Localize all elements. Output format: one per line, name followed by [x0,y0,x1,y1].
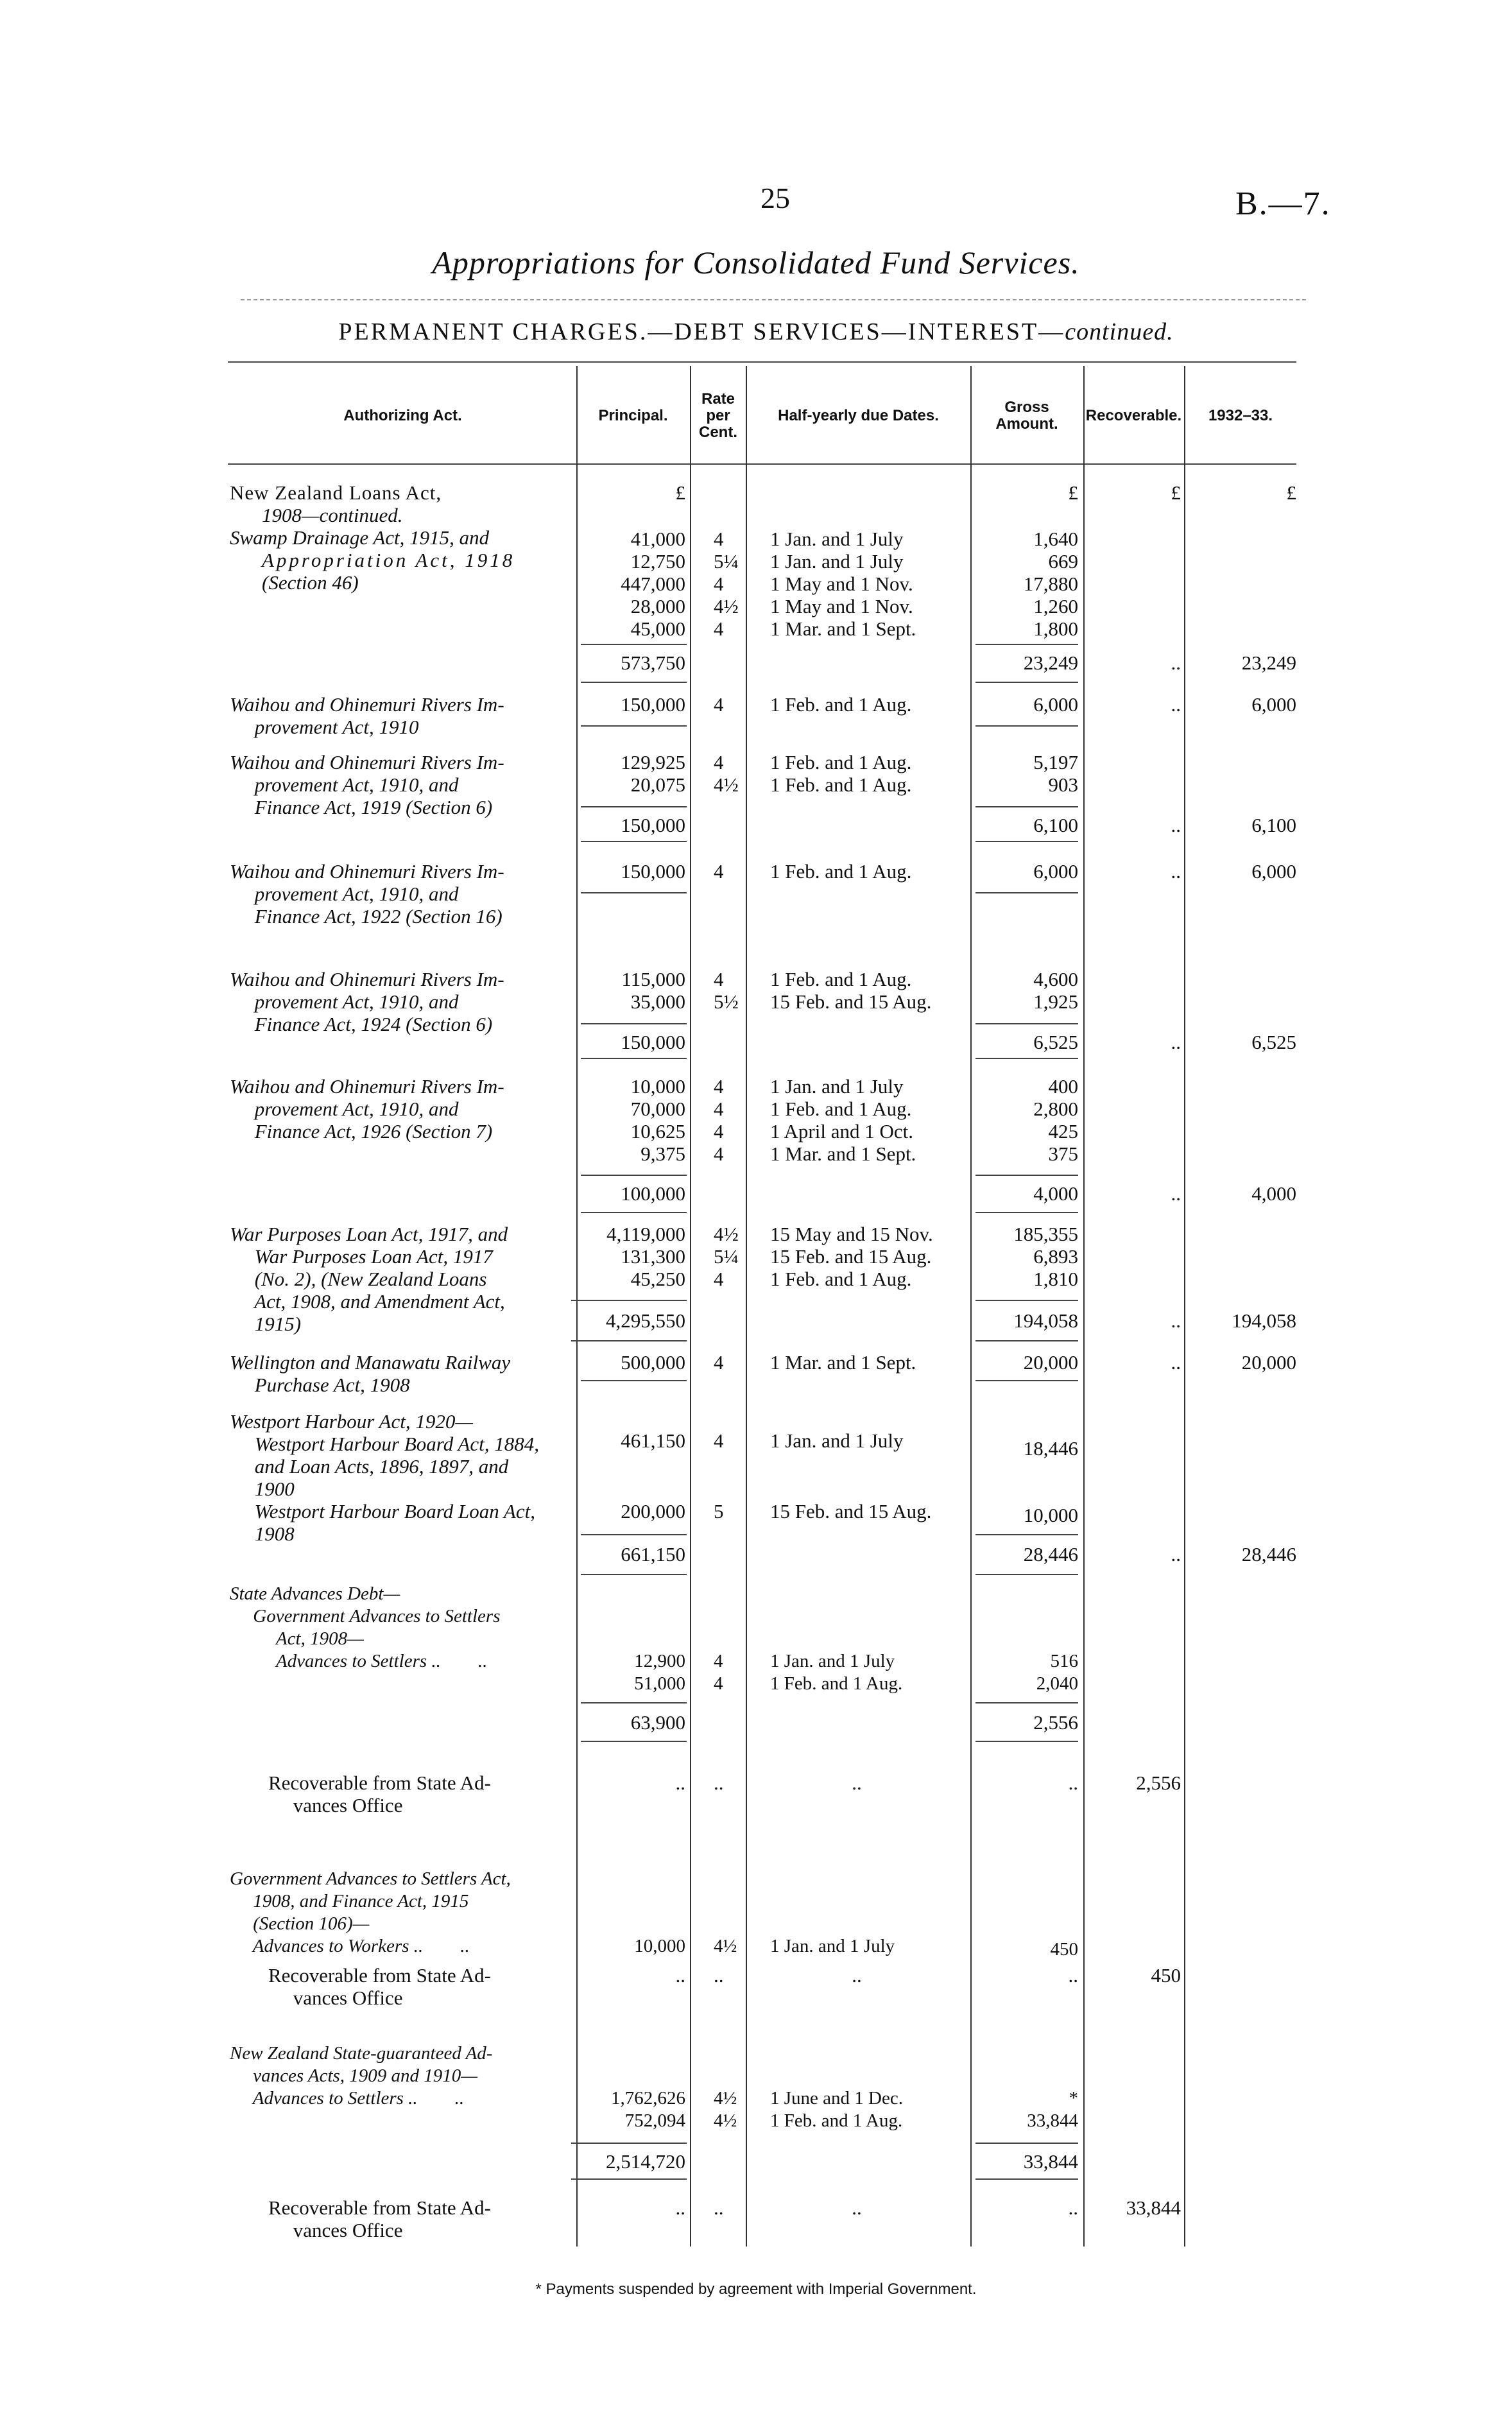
act-continued: 1908—continued. [262,504,403,526]
recoverable-cell: .. [1171,814,1181,836]
principal-cell: .. [675,1772,685,1794]
year-total: 23,249 [1241,651,1296,674]
recoverable-cell: 33,844 [1126,2196,1181,2219]
rate-cell: 4 5½ [714,968,739,1013]
act-cell: Westport Harbour Board Loan Act, 1908 [254,1500,535,1545]
rule [571,1340,687,1341]
recoverable-cell: 2,556 [1136,1772,1181,1794]
rate-cell: 4½ 4½ [714,2088,737,2131]
rate-cell: 4½ 5¼ 4 [714,1223,739,1290]
principal-cell: 150,000 [621,860,685,883]
currency-year: £ [1286,481,1296,504]
currency-gross: £ [1068,481,1078,504]
dates-cell: 1 Feb. and 1 Aug. [770,860,912,883]
subtotal-rule [975,2143,1078,2144]
rule [975,892,1078,893]
principal-total: 2,514,720 [606,2150,685,2173]
recoverable-cell: .. [1171,1309,1181,1332]
gross-cell: 5,197 903 [1033,751,1078,796]
header-gross-amount: Gross Amount. [995,398,1058,433]
recoverable-cell: .. [1171,651,1181,674]
act-cell: Westport Harbour Act, 1920— Westport Harbour Board Act, 1884, and Loan Acts, 1896, 1897, and 1900 [230,1410,539,1500]
dates-cell: .. [852,1964,862,1987]
subtotal-rule [581,644,687,645]
act-line: (Section 46) [262,571,359,594]
subtitle-text: PERMANENT CHARGES.—DEBT SERVICES—INTEREST— [338,318,1065,345]
subtitle-suffix: continued. [1065,318,1174,345]
rule [975,1212,1078,1213]
recoverable-cell: .. [1171,1182,1181,1205]
act-cell: New Zealand State-guaranteed Ad- vances Acts, 1909 and 1910— Advances to Settlers .. .. [230,2043,493,2109]
column-divider [970,366,972,2247]
gross-cell: 185,355 6,893 1,810 [1013,1223,1078,1290]
column-divider [1184,366,1185,2247]
rule [975,725,1078,727]
principal-total: 63,900 [630,1711,685,1734]
rate-cell: 4 [714,693,724,716]
rule [581,1058,687,1059]
dates-cell: 1 Jan. and 1 July 1 Feb. and 1 Aug. [770,1651,903,1694]
subtotal-rule [571,1300,687,1301]
rule [975,2178,1078,2180]
year-total: 194,058 [1232,1309,1296,1332]
principal-total: 150,000 [621,814,685,836]
gross-total: 23,249 [1023,651,1078,674]
section-subtitle [0,318,1512,346]
act-cell: Waihou and Ohinemuri Rivers Im- provement Act, 1910, and Finance Act, 1919 (Section 6) [230,751,504,818]
subtotal-rule [571,2143,687,2144]
gross-cell: 6,000 [1033,693,1078,716]
rule [975,1741,1078,1742]
rate-cell: 4 [714,1429,724,1452]
principal-cell: 41,000 12,750 447,000 28,000 45,000 [621,528,685,640]
principal-cell: 4,119,000 131,300 45,250 [606,1223,685,1290]
act-cell: Recoverable from State Ad- vances Office [268,1772,491,1816]
dates-cell: 1 Feb. and 1 Aug. 15 Feb. and 15 Aug. [770,968,932,1013]
recoverable-cell: .. [1171,860,1181,883]
gross-cell: 6,000 [1033,860,1078,883]
header-year: 1932–33. [1208,406,1273,424]
dates-cell: 1 Jan. and 1 July 1 Feb. and 1 Aug. 1 April and 1 Oct. 1 Mar. and 1 Sept. [770,1075,916,1165]
dates-cell: 1 Jan. and 1 July [770,1936,895,1956]
rule [581,682,687,683]
recoverable-cell: 450 [1151,1964,1181,1987]
act-line: Appropriation Act, 1918 [262,549,515,571]
rule [581,841,687,842]
rule [975,682,1078,683]
rate-cell: 4 4 4 4 [714,1075,724,1165]
currency-recoverable: £ [1171,481,1181,504]
dates-cell: 1 Feb. and 1 Aug. 1 Feb. and 1 Aug. [770,751,912,796]
rule [975,1058,1078,1059]
gross-total: 6,525 [1033,1031,1078,1053]
dates-cell: 1 Mar. and 1 Sept. [770,1351,916,1374]
gross-cell: 400 2,800 425 375 [1033,1075,1078,1165]
principal-total: 661,150 [621,1543,685,1565]
header-authorizing-act: Authorizing Act. [343,406,462,424]
subtotal-rule [975,1023,1078,1024]
principal-cell: 10,000 70,000 10,625 9,375 [630,1075,685,1165]
act-line: Swamp Drainage Act, 1915, and [230,526,490,549]
subtotal-rule [975,644,1078,645]
act-cell: War Purposes Loan Act, 1917, and War Purposes Loan Act, 1917 (No. 2), (New Zealand Loans Act, 1908, and Amendment Act, 1915) [230,1223,508,1335]
act-cell [230,481,576,594]
recoverable-cell: .. [1171,1031,1181,1053]
gross-total: 28,446 [1023,1543,1078,1565]
currency-principal: £ [675,481,685,504]
principal-cell: 150,000 [621,693,685,716]
gross-cell: .. [1068,2196,1078,2219]
rule [581,1380,687,1381]
rule [975,1340,1078,1341]
gross-cell: * 33,844 [1027,2088,1078,2131]
rate-cell: 4 5¼ 4 4½ 4 [714,528,739,640]
year-total: 28,446 [1241,1543,1296,1565]
dates-cell: 15 Feb. and 15 Aug. [770,1500,932,1522]
subtotal-rule [581,1702,687,1703]
document-reference: B.—7. [1235,185,1331,222]
rule [581,725,687,727]
gross-cell: .. [1068,1964,1078,1987]
principal-cell: 500,000 [621,1351,685,1374]
subtotal-rule [975,1175,1078,1176]
year-total: 4,000 [1251,1182,1296,1205]
recoverable-cell: .. [1171,1543,1181,1565]
act-heading: New Zealand Loans Act, [230,481,442,504]
gross-cell: 1,640 669 17,880 1,260 1,800 [1023,528,1078,640]
recoverable-cell: .. [1171,1351,1181,1374]
rule [975,1574,1078,1575]
rate-cell: 5 [714,1500,724,1522]
subtotal-rule [581,1534,687,1535]
act-cell: Government Advances to Settlers Act, 1908, and Finance Act, 1915 (Section 106)— Advances to Workers .. .. [230,1868,511,1956]
dates-cell: 1 June and 1 Dec. 1 Feb. and 1 Aug. [770,2088,903,2131]
dates-cell: 1 Jan. and 1 July [770,1429,904,1452]
act-cell: Waihou and Ohinemuri Rivers Im- provement Act, 1910, and Finance Act, 1922 (Section 16) [230,860,504,927]
act-cell: Wellington and Manawatu Railway Purchase Act, 1908 [230,1351,511,1396]
act-cell: Recoverable from State Ad- vances Office [268,2196,491,2241]
principal-cell: .. [675,1964,685,1987]
dates-cell: 1 Feb. and 1 Aug. [770,693,912,716]
act-cell: Waihou and Ohinemuri Rivers Im- provement Act, 1910, and Finance Act, 1924 (Section 6) [230,968,504,1035]
act-cell: Waihou and Ohinemuri Rivers Im- provement Act, 1910 [230,693,504,738]
principal-cell: 1,762,626 752,094 [611,2088,685,2131]
subtotal-rule [975,1300,1078,1301]
gross-total: 2,556 [1033,1711,1078,1734]
principal-cell: 129,925 20,075 [621,751,685,796]
gross-cell: 20,000 [1023,1351,1078,1374]
gross-cell: .. [1068,1772,1078,1794]
subtotal-rule [975,1534,1078,1535]
gross-total: 33,844 [1023,2150,1078,2173]
rate-cell: 4 4 [714,1651,723,1694]
principal-cell: 10,000 [634,1936,685,1956]
page-title: Appropriations for Consolidated Fund Services. [432,245,1080,280]
table-header-rule [228,463,1296,465]
header-principal: Principal. [598,406,668,424]
column-divider [1083,366,1085,2247]
table-top-rule [228,361,1296,363]
principal-cell: 115,000 35,000 [621,968,685,1013]
rule [975,1380,1078,1381]
title-divider [241,299,1306,300]
header-recoverable: Recoverable. [1085,406,1182,424]
subtotal-rule [581,806,687,807]
rate-cell: 4 4½ [714,751,739,796]
gross-total: 4,000 [1033,1182,1078,1205]
principal-total: 150,000 [621,1031,685,1053]
gross-cell: 18,446 [1023,1437,1078,1460]
gross-cell: 516 2,040 [1036,1651,1078,1694]
dates-cell: .. [852,2196,862,2219]
year-cell: 6,000 [1251,693,1296,716]
principal-cell: 461,150 [621,1429,685,1452]
dates-cell: .. [852,1772,862,1794]
gross-total: 194,058 [1013,1309,1078,1332]
gross-cell: 10,000 [1023,1504,1078,1526]
act-cell: Recoverable from State Ad- vances Office [268,1964,491,2009]
column-divider [690,366,691,2247]
year-cell: 20,000 [1241,1351,1296,1374]
header-due-dates: Half-yearly due Dates. [778,406,939,424]
rate-cell: .. [714,1772,724,1794]
subtotal-rule [581,1175,687,1176]
subtotal-rule [581,1023,687,1024]
year-cell: 6,000 [1251,860,1296,883]
subtotal-rule [975,806,1078,807]
principal-total: 4,295,550 [606,1309,685,1332]
rule [975,841,1078,842]
gross-cell: 4,600 1,925 [1033,968,1078,1013]
subtotal-rule [975,1702,1078,1703]
page-number: 25 [760,182,790,214]
year-total: 6,100 [1251,814,1296,836]
rate-cell: 4 [714,1351,724,1374]
rate-cell: .. [714,2196,724,2219]
rule [581,1574,687,1575]
rule [571,2178,687,2180]
principal-cell: 12,900 51,000 [634,1651,685,1694]
gross-cell: 450 [1050,1939,1078,1960]
year-total: 6,525 [1251,1031,1296,1053]
gross-total: 6,100 [1033,814,1078,836]
rate-cell: 4½ [714,1936,737,1956]
principal-total: 573,750 [621,651,685,674]
recoverable-cell: .. [1171,693,1181,716]
header-rate: Rate per Cent. [699,390,737,441]
dates-cell: 15 May and 15 Nov. 15 Feb. and 15 Aug. 1 Feb. and 1 Aug. [770,1223,933,1290]
rule [581,892,687,893]
principal-total: 100,000 [621,1182,685,1205]
rule [581,1212,687,1213]
dates-cell: 1 Jan. and 1 July 1 Jan. and 1 July 1 May and 1 Nov. 1 May and 1 Nov. 1 Mar. and 1 Sept. [770,528,916,640]
act-cell: State Advances Debt— Government Advances to Settlers Act, 1908— Advances to Settlers .. .. [230,1583,501,1671]
rate-cell: .. [714,1964,724,1987]
rule [581,1741,687,1742]
footnote: * Payments suspended by agreement with Imperial Government. [535,2281,977,2298]
principal-cell: .. [675,2196,685,2219]
principal-cell: 200,000 [621,1500,685,1522]
act-cell: Waihou and Ohinemuri Rivers Im- provement Act, 1910, and Finance Act, 1926 (Section 7) [230,1075,504,1143]
rate-cell: 4 [714,860,724,883]
